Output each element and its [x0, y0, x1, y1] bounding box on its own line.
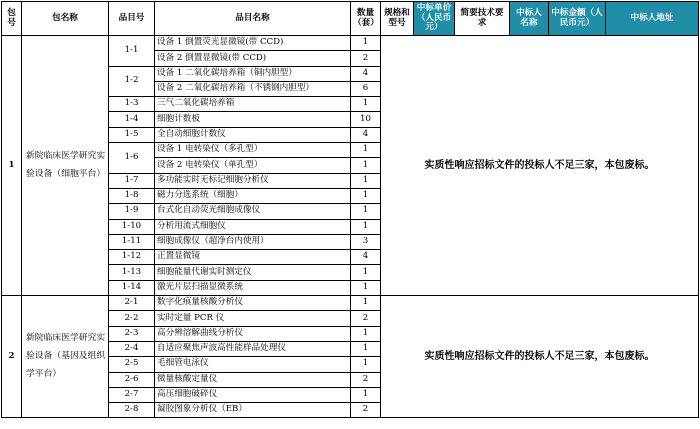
- item-number: 1-11: [109, 234, 155, 249]
- header-item-no: 品目号: [109, 2, 155, 36]
- item-name: 高分辨溶解曲线分析仪: [155, 326, 351, 341]
- item-number: 2-7: [109, 387, 155, 402]
- item-quantity: 2: [351, 403, 381, 418]
- item-number: 2-4: [109, 341, 155, 356]
- item-name: 多功能实时无标记细胞分析仪: [155, 173, 351, 188]
- item-quantity: 2: [351, 51, 381, 66]
- item-quantity: 1: [351, 326, 381, 341]
- item-name: 磁力分选系统（细胞）: [155, 188, 351, 203]
- item-number: 2-8: [109, 403, 155, 418]
- item-quantity: 1: [351, 158, 381, 173]
- item-name: 设备 1 二氧化碳培养箱（铜内胆型）: [155, 66, 351, 81]
- item-quantity: 4: [351, 127, 381, 142]
- item-number: 1-7: [109, 173, 155, 188]
- item-name: 微量核酸定量仪: [155, 372, 351, 387]
- header-row: [2, 2, 699, 36]
- header-tech-req: 简要技术要求: [455, 2, 510, 36]
- item-number: 1-9: [109, 204, 155, 219]
- item-quantity: 1: [351, 143, 381, 158]
- item-quantity: 3: [351, 234, 381, 249]
- item-name: 正置显微镜: [155, 250, 351, 265]
- item-number: 1-2: [109, 66, 155, 97]
- item-quantity: 1: [351, 173, 381, 188]
- item-number: 1-12: [109, 250, 155, 265]
- item-number: 1-8: [109, 188, 155, 203]
- item-quantity: 4: [351, 66, 381, 81]
- item-number: 1-5: [109, 127, 155, 142]
- item-number: 1-6: [109, 143, 155, 174]
- header-amount: 中标金额（人民币元）: [549, 2, 606, 36]
- package-number: 2: [2, 296, 22, 418]
- item-name: 设备 2 倒置显微镜(带 CCD): [155, 51, 351, 66]
- item-quantity: 6: [351, 81, 381, 96]
- table-row: [2, 296, 699, 311]
- item-number: 1-10: [109, 219, 155, 234]
- header-bidder-name: 中标人名称: [510, 2, 549, 36]
- package-number: 1: [2, 36, 22, 296]
- item-name: 细胞能量代谢实时测定仪: [155, 265, 351, 280]
- item-quantity: 1: [351, 97, 381, 112]
- item-number: 2-3: [109, 326, 155, 341]
- item-name: 实时定量 PCR 仪: [155, 311, 351, 326]
- item-quantity: 1: [351, 341, 381, 356]
- item-quantity: 1: [351, 188, 381, 203]
- item-name: 毛细管电泳仪: [155, 357, 351, 372]
- header-package-name: 包名称: [22, 2, 109, 36]
- item-name: 设备 2 电转染仪（单孔型）: [155, 158, 351, 173]
- item-quantity: 1: [351, 296, 381, 311]
- item-quantity: 1: [351, 387, 381, 402]
- item-quantity: 1: [351, 265, 381, 280]
- item-name: 细胞计数板: [155, 112, 351, 127]
- item-number: 1-13: [109, 265, 155, 280]
- item-name: 全自动细胞计数仪: [155, 127, 351, 142]
- item-name: 设备 1 电转染仪（多孔型）: [155, 143, 351, 158]
- item-quantity: 10: [351, 112, 381, 127]
- item-quantity: 1: [351, 36, 381, 51]
- item-name: 高压细胞破碎仪: [155, 387, 351, 402]
- item-name: 台式化自动荧光细胞成像仪: [155, 204, 351, 219]
- item-name: 激光片层扫描显微系统: [155, 280, 351, 295]
- item-quantity: 1: [351, 280, 381, 295]
- item-quantity: 4: [351, 250, 381, 265]
- header-address: 中标人地址: [606, 2, 699, 36]
- item-number: 2-6: [109, 372, 155, 387]
- package-remark: 实质性响应招标文件的投标人不足三家，本包废标。: [381, 36, 699, 296]
- header-quantity: 数量（套）: [351, 2, 381, 36]
- item-name: 自适应聚焦声波高性能样品处理仪: [155, 341, 351, 356]
- item-name: 数字化痕量核酸分析仪: [155, 296, 351, 311]
- item-quantity: 2: [351, 372, 381, 387]
- package-remark: 实质性响应招标文件的投标人不足三家，本包废标。: [381, 296, 699, 418]
- item-name: 三气二氧化碳培养箱: [155, 97, 351, 112]
- item-number: 1-3: [109, 97, 155, 112]
- item-number: 1-1: [109, 36, 155, 67]
- item-name: 凝胶图象分析仪（EB）: [155, 403, 351, 418]
- header-unit-price: 中标单价（人民币元）: [414, 2, 455, 36]
- item-quantity: 1: [351, 204, 381, 219]
- item-number: 1-14: [109, 280, 155, 295]
- item-name: 设备 1 倒置荧光显微镜(带 CCD): [155, 36, 351, 51]
- header-item-name: 品目名称: [155, 2, 351, 36]
- table-row: [2, 36, 699, 51]
- package-name: 新院临床医学研究实验设备（基因及组织学平台）: [22, 296, 109, 418]
- item-name: 细胞成像仪（超净台内使用）: [155, 234, 351, 249]
- item-quantity: 1: [351, 357, 381, 372]
- package-name: 新院临床医学研究实验设备（细胞平台）: [22, 36, 109, 296]
- item-number: 2-2: [109, 311, 155, 326]
- bid-result-table: [1, 1, 699, 418]
- item-quantity: 2: [351, 311, 381, 326]
- table-body: [2, 36, 699, 418]
- item-name: 分析用流式细胞仪: [155, 219, 351, 234]
- header-spec-model: 规格和型号: [381, 2, 414, 36]
- item-name: 设备 2 二氧化碳培养箱（不锈钢内胆型）: [155, 81, 351, 96]
- item-number: 1-4: [109, 112, 155, 127]
- header-package-no: 包号: [2, 2, 22, 36]
- item-number: 2-5: [109, 357, 155, 372]
- item-quantity: 1: [351, 219, 381, 234]
- item-number: 2-1: [109, 296, 155, 311]
